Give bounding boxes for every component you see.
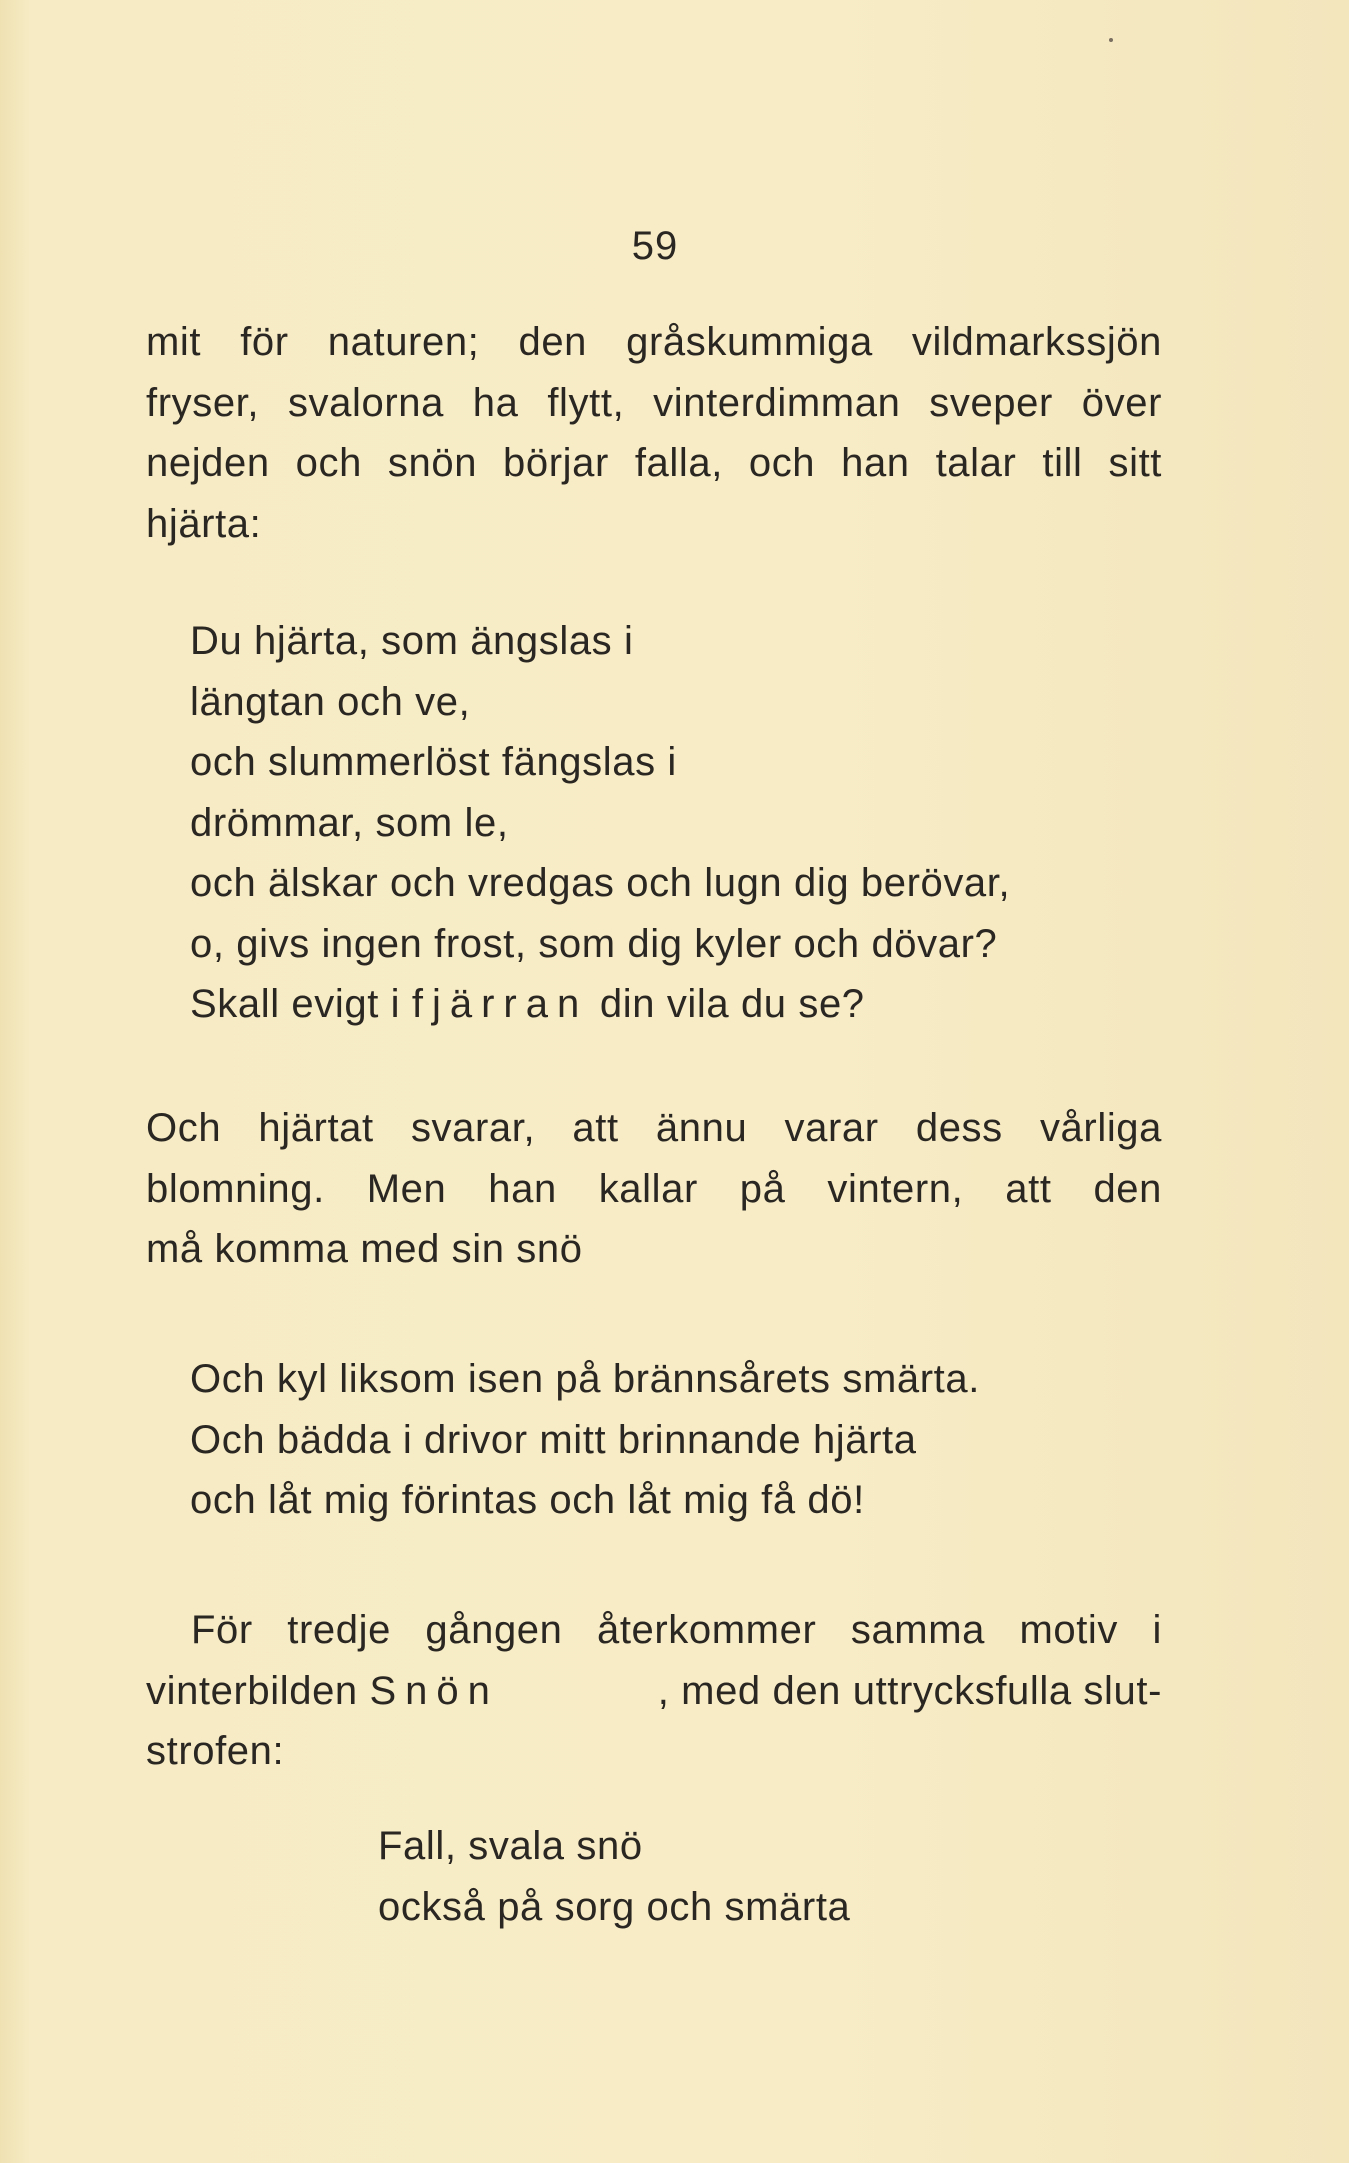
verse-line: och slummerlöst fängslas i: [190, 740, 677, 784]
text-line: hjärta:: [146, 501, 262, 546]
page-number: 59: [631, 224, 679, 268]
text-line: strofen:: [146, 1729, 285, 1773]
text-line: För tredje gången återkommer samma motiv i: [191, 1608, 1162, 1652]
verse-line: [190, 974, 1010, 1035]
verse-line: drömmar, som le,: [190, 800, 509, 845]
text-line: nejden och snön börjar falla, och han talar till sitt: [146, 441, 1162, 485]
verse-line: Fall, svala snö: [378, 1824, 643, 1868]
verse-line: längtan och ve,: [190, 679, 471, 724]
text-segment-pre: vinterbilden: [146, 1668, 370, 1713]
verse-line: och låt mig förintas och låt mig få dö!: [190, 1478, 865, 1522]
paragraph-2: [146, 1098, 1162, 1280]
verse-1: [190, 611, 1010, 1035]
verse-line: och älskar och vredgas och lugn dig berövar,: [190, 861, 1011, 905]
text-segment-post: , med den uttrycksfulla slut-: [657, 1668, 1162, 1713]
text-line: mit för naturen; den gråskummiga vildmarkssjön: [146, 320, 1162, 364]
text-line: fryser, svalorna ha flytt, vinterdimman sveper över: [146, 380, 1162, 425]
verse-3: [378, 1816, 850, 1937]
text-line: Och hjärtat svarar, att ännu varar dess vårliga: [146, 1106, 1162, 1150]
paragraph-3: [146, 1600, 1162, 1782]
verse-line: Och kyl liksom isen på brännsårets smärta.: [190, 1357, 980, 1401]
text-line: må komma med sin snö: [146, 1227, 583, 1271]
paper-speck: [1109, 38, 1113, 42]
emphasized-word: Snön: [369, 1668, 499, 1713]
text-line: [146, 1661, 1162, 1722]
verse-text: din vila du se?: [588, 982, 865, 1026]
verse-2: [190, 1349, 980, 1531]
verse-line: också på sorg och smärta: [378, 1884, 851, 1929]
emphasized-word: fjärran: [411, 982, 589, 1026]
text-line: blomning. Men han kallar på vintern, att den: [146, 1166, 1162, 1211]
text-segment: [146, 1661, 499, 1722]
verse-line: Och bädda i drivor mitt brinnande hjärta: [190, 1417, 917, 1462]
verse-line: Du hjärta, som ängslas i: [190, 619, 634, 663]
verse-line: o, givs ingen frost, som dig kyler och dövar?: [190, 921, 998, 966]
paragraph-1: [146, 312, 1162, 554]
verse-text: Skall evigt i: [190, 982, 412, 1026]
